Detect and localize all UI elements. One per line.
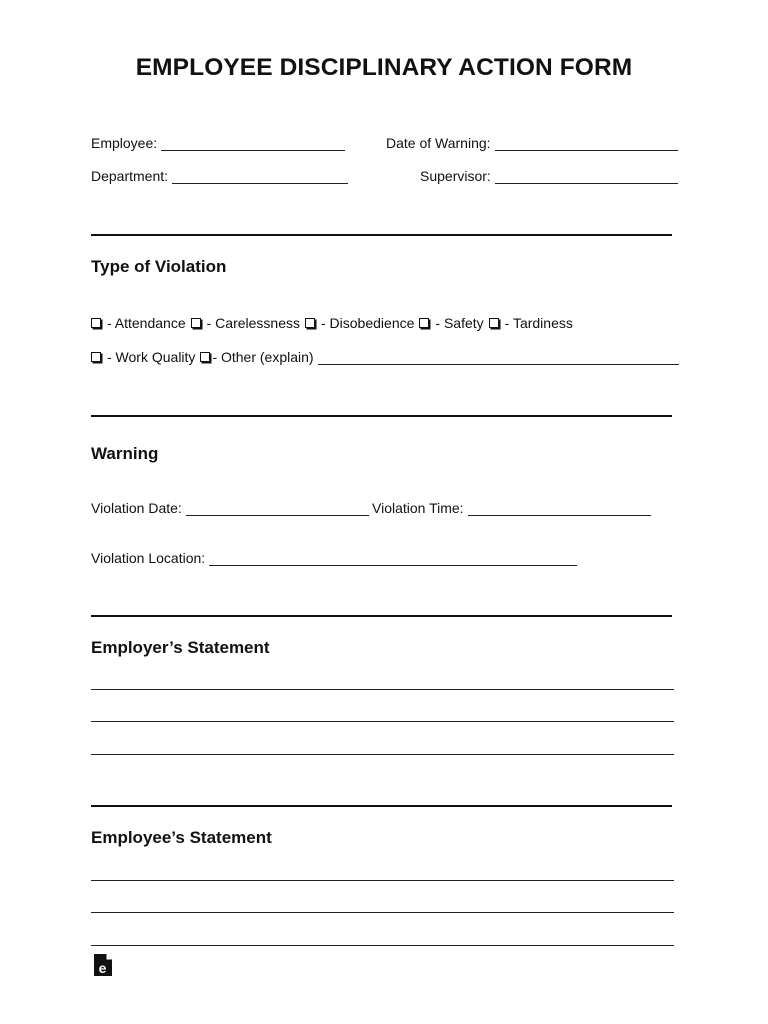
violation-location-label: Violation Location: xyxy=(91,550,206,566)
employee-field xyxy=(91,135,345,151)
checkbox-icon[interactable] xyxy=(305,318,315,328)
option-carelessness[interactable]: - Carelessness xyxy=(191,315,300,331)
section-divider xyxy=(91,805,672,807)
employee-statement-line[interactable] xyxy=(91,912,674,913)
department-label: Department: xyxy=(91,168,169,184)
supervisor-label: Supervisor: xyxy=(420,168,491,184)
employee-statement-heading: Employee’s Statement xyxy=(91,828,272,847)
employer-statement-line[interactable] xyxy=(91,689,674,690)
supervisor-input[interactable] xyxy=(495,169,678,184)
employee-statement-line[interactable] xyxy=(91,945,674,946)
section-divider xyxy=(91,415,672,417)
option-other[interactable]: - Other (explain) xyxy=(200,349,313,365)
violation-location-field xyxy=(91,550,577,566)
violation-options-row2 xyxy=(91,349,679,365)
section-divider xyxy=(91,234,672,236)
date-of-warning-label: Date of Warning: xyxy=(386,135,491,151)
employer-statement-line[interactable] xyxy=(91,721,674,722)
checkbox-icon[interactable] xyxy=(91,352,101,362)
other-explain-input[interactable] xyxy=(318,350,679,365)
violation-date-label: Violation Date: xyxy=(91,500,182,516)
date-of-warning-field xyxy=(386,135,678,151)
checkbox-icon[interactable] xyxy=(191,318,201,328)
violation-location-input[interactable] xyxy=(209,551,577,566)
option-attendance[interactable]: - Attendance xyxy=(91,315,186,331)
warning-heading: Warning xyxy=(91,444,159,463)
violation-date-field xyxy=(91,500,369,516)
violation-time-input[interactable] xyxy=(468,501,651,516)
option-disobedience[interactable]: - Disobedience xyxy=(305,315,414,331)
section-divider xyxy=(91,615,672,617)
checkbox-icon[interactable] xyxy=(200,352,210,362)
violation-heading: Type of Violation xyxy=(91,257,227,276)
date-of-warning-input[interactable] xyxy=(495,136,678,151)
form-title: EMPLOYEE DISCIPLINARY ACTION FORM xyxy=(135,54,633,81)
employer-statement-line[interactable] xyxy=(91,754,674,755)
department-input[interactable] xyxy=(172,169,348,184)
employee-input[interactable] xyxy=(161,136,345,151)
employee-label: Employee: xyxy=(91,135,158,151)
option-safety[interactable]: - Safety xyxy=(419,315,483,331)
checkbox-icon[interactable] xyxy=(91,318,101,328)
option-tardiness[interactable]: - Tardiness xyxy=(489,315,573,331)
logo-letter: e xyxy=(98,960,107,976)
violation-time-label: Violation Time: xyxy=(372,500,464,516)
checkbox-icon[interactable] xyxy=(489,318,499,328)
option-work-quality[interactable]: - Work Quality xyxy=(91,349,195,365)
department-field xyxy=(91,168,348,184)
violation-time-field xyxy=(372,500,651,516)
violation-date-input[interactable] xyxy=(186,501,369,516)
employee-statement-line[interactable] xyxy=(91,880,674,881)
eforms-logo-icon xyxy=(93,953,113,977)
employer-statement-heading: Employer’s Statement xyxy=(91,638,270,657)
violation-options-row1 xyxy=(91,315,578,331)
checkbox-icon[interactable] xyxy=(419,318,429,328)
supervisor-field xyxy=(420,168,678,184)
